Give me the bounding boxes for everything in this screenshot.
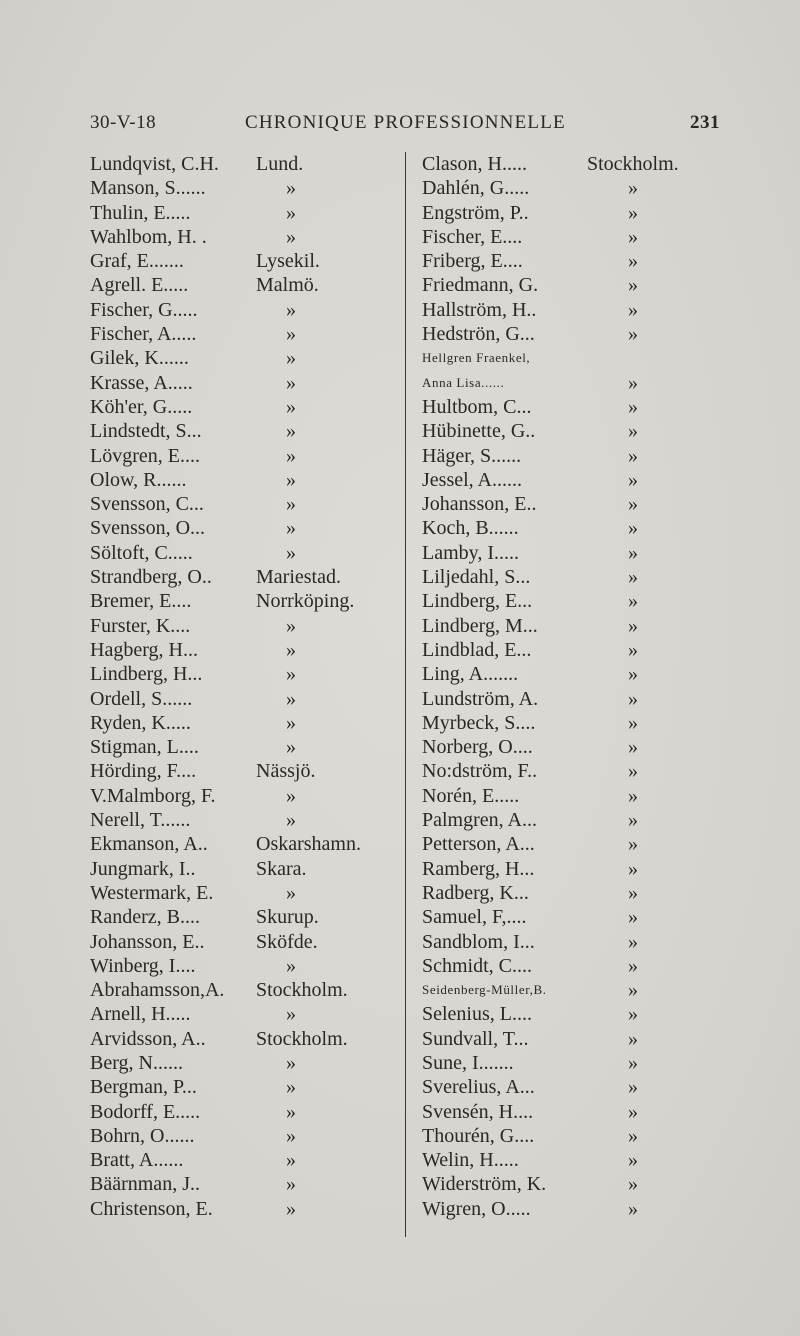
list-item xyxy=(422,322,722,346)
member-place: » xyxy=(628,881,638,904)
list-item xyxy=(422,298,722,322)
member-name: Lamby, I..... xyxy=(422,541,520,564)
member-place: Mariestad. xyxy=(256,566,341,589)
member-place: » xyxy=(628,638,638,661)
member-name: Palmgren, A... xyxy=(422,809,537,832)
member-place: » xyxy=(628,1003,638,1026)
member-place: » xyxy=(286,1173,296,1196)
list-item xyxy=(90,954,390,978)
member-place: Skurup. xyxy=(256,906,319,929)
list-item xyxy=(90,176,390,200)
list-item xyxy=(90,589,390,613)
list-item xyxy=(90,298,390,322)
member-name: Myrbeck, S.... xyxy=(422,711,536,734)
list-item xyxy=(422,735,722,759)
member-place: » xyxy=(628,760,638,783)
member-name: Fischer, A..... xyxy=(90,323,197,346)
member-name: Graf, E....... xyxy=(90,250,184,273)
member-place: » xyxy=(286,1076,296,1099)
member-name: V.Malmborg, F. xyxy=(90,784,216,807)
list-item xyxy=(90,1051,390,1075)
list-item xyxy=(90,638,390,662)
list-item xyxy=(90,662,390,686)
member-name: Norén, E..... xyxy=(422,784,520,807)
member-place: » xyxy=(628,1149,638,1172)
member-name: Sune, I....... xyxy=(422,1051,514,1074)
list-item xyxy=(90,759,390,783)
list-item xyxy=(90,516,390,540)
member-name: Arnell, H..... xyxy=(90,1003,191,1026)
list-item xyxy=(90,1100,390,1124)
member-place: Oskarshamn. xyxy=(256,833,361,856)
member-place: » xyxy=(286,954,296,977)
list-item xyxy=(422,444,722,468)
member-name: Dahlén, G..... xyxy=(422,177,530,200)
member-name: Svensson, C... xyxy=(90,493,204,516)
member-place: » xyxy=(628,468,638,491)
list-item xyxy=(90,1124,390,1148)
list-item xyxy=(422,395,722,419)
list-item xyxy=(90,371,390,395)
member-place: » xyxy=(286,395,296,418)
member-place: » xyxy=(628,687,638,710)
member-name: Johansson, E.. xyxy=(90,930,205,953)
list-item xyxy=(90,346,390,370)
list-item xyxy=(422,881,722,905)
list-item xyxy=(422,1124,722,1148)
member-name: Ordell, S...... xyxy=(90,687,193,710)
member-place: » xyxy=(628,614,638,637)
member-place: » xyxy=(628,250,638,273)
member-place: » xyxy=(286,420,296,443)
member-place: » xyxy=(286,711,296,734)
list-item xyxy=(90,249,390,273)
member-place: » xyxy=(628,784,638,807)
list-item xyxy=(422,492,722,516)
member-place: » xyxy=(628,1027,638,1050)
list-item xyxy=(422,614,722,638)
list-item xyxy=(90,419,390,443)
member-name: Bremer, E.... xyxy=(90,590,192,613)
member-name: Schmidt, C.... xyxy=(422,954,533,977)
list-item xyxy=(90,395,390,419)
list-item xyxy=(422,1148,722,1172)
list-item xyxy=(90,735,390,759)
member-place: » xyxy=(628,663,638,686)
list-item xyxy=(90,1148,390,1172)
member-place: Skara. xyxy=(256,857,307,880)
list-item xyxy=(90,711,390,735)
list-item xyxy=(422,1051,722,1075)
member-place: Nässjö. xyxy=(256,760,316,783)
member-place: Lysekil. xyxy=(256,250,320,273)
member-place: » xyxy=(286,298,296,321)
member-name: Fischer, E.... xyxy=(422,225,523,248)
member-name: Agrell. E..... xyxy=(90,274,189,297)
member-name: Radberg, K... xyxy=(422,881,529,904)
member-name: Thulin, E..... xyxy=(90,201,191,224)
list-item xyxy=(422,832,722,856)
member-place: » xyxy=(286,1100,296,1123)
member-place: » xyxy=(628,954,638,977)
member-name: Hallström, H.. xyxy=(422,298,537,321)
member-place: » xyxy=(628,1076,638,1099)
member-place: » xyxy=(286,444,296,467)
list-item xyxy=(422,225,722,249)
member-name: Ling, A....... xyxy=(422,663,519,686)
member-name: Engström, P.. xyxy=(422,201,529,224)
member-place: » xyxy=(628,1124,638,1147)
member-place: » xyxy=(628,906,638,929)
list-item xyxy=(422,978,722,1002)
list-item xyxy=(90,1027,390,1051)
member-name: Bohrn, O...... xyxy=(90,1124,195,1147)
list-item xyxy=(422,468,722,492)
member-place: » xyxy=(628,201,638,224)
member-place: » xyxy=(628,517,638,540)
member-name: Samuel, F,.... xyxy=(422,906,527,929)
list-item xyxy=(90,1197,390,1221)
member-name: Nerell, T...... xyxy=(90,809,191,832)
list-item xyxy=(422,346,722,370)
list-item xyxy=(90,201,390,225)
list-item xyxy=(90,225,390,249)
member-place: » xyxy=(286,201,296,224)
member-name: Hultbom, C... xyxy=(422,395,532,418)
member-name: Anna Lisa...... xyxy=(422,374,505,390)
member-name: Hörding, F.... xyxy=(90,760,197,783)
member-name: Lindberg, H... xyxy=(90,663,203,686)
member-place: » xyxy=(628,493,638,516)
list-item xyxy=(422,1197,722,1221)
member-place: » xyxy=(628,590,638,613)
member-name: Olow, R...... xyxy=(90,468,187,491)
list-item xyxy=(90,832,390,856)
member-name: Widerström, K. xyxy=(422,1173,547,1196)
member-place: » xyxy=(628,1051,638,1074)
member-name: Lindblad, E... xyxy=(422,638,532,661)
member-name: Sverelius, A... xyxy=(422,1076,535,1099)
member-name: Liljedahl, S... xyxy=(422,566,531,589)
member-place: Stockholm. xyxy=(587,153,679,175)
list-item xyxy=(422,711,722,735)
member-place: » xyxy=(628,566,638,589)
member-place: » xyxy=(286,784,296,807)
list-item xyxy=(422,273,722,297)
issue-date: 30-V-18 xyxy=(90,112,157,133)
member-place: » xyxy=(286,541,296,564)
member-name: Abrahamsson,A. xyxy=(90,979,225,1002)
member-name: Jungmark, I.. xyxy=(90,857,196,880)
list-item xyxy=(422,905,722,929)
list-item xyxy=(422,1075,722,1099)
member-place: » xyxy=(628,809,638,832)
right-column xyxy=(422,152,722,1221)
member-place: » xyxy=(286,663,296,686)
list-item xyxy=(422,808,722,832)
list-item xyxy=(90,857,390,881)
member-name: Manson, S...... xyxy=(90,177,206,200)
list-item xyxy=(422,638,722,662)
list-item xyxy=(422,589,722,613)
list-item xyxy=(90,905,390,929)
member-name: Furster, K.... xyxy=(90,614,191,637)
member-name: Lövgren, E.... xyxy=(90,444,200,467)
member-name: Arvidsson, A.. xyxy=(90,1027,206,1050)
member-name: Wigren, O..... xyxy=(422,1197,531,1220)
list-item xyxy=(422,1002,722,1026)
member-name: Lindstedt, S... xyxy=(90,420,202,443)
member-place: » xyxy=(286,1149,296,1172)
member-name: Krasse, A..... xyxy=(90,371,193,394)
list-item xyxy=(90,808,390,832)
member-place: » xyxy=(286,371,296,394)
member-name: Bergman, P... xyxy=(90,1076,197,1099)
member-place: » xyxy=(628,1197,638,1220)
member-place: » xyxy=(628,177,638,200)
member-place: » xyxy=(286,323,296,346)
list-item xyxy=(422,784,722,808)
member-name: Lundqvist, C.H. xyxy=(90,153,219,175)
member-name: Sundvall, T... xyxy=(422,1027,529,1050)
member-place: » xyxy=(628,395,638,418)
member-place: » xyxy=(286,687,296,710)
member-place: » xyxy=(628,736,638,759)
member-name: Sandblom, I... xyxy=(422,930,535,953)
member-place: » xyxy=(286,614,296,637)
list-item xyxy=(90,687,390,711)
member-name: Jessel, A...... xyxy=(422,468,522,491)
list-item xyxy=(422,176,722,200)
list-item xyxy=(422,930,722,954)
member-name: Ramberg, H... xyxy=(422,857,535,880)
member-name: Lindberg, M... xyxy=(422,614,538,637)
member-place: » xyxy=(286,1124,296,1147)
list-item xyxy=(90,152,390,176)
member-place: » xyxy=(286,468,296,491)
list-item xyxy=(422,565,722,589)
member-name: Friberg, E.... xyxy=(422,250,523,273)
member-name: Gilek, K...... xyxy=(90,347,189,370)
section-title: CHRONIQUE PROFESSIONNELLE xyxy=(245,112,566,133)
list-item xyxy=(90,614,390,638)
member-name: Koch, B...... xyxy=(422,517,519,540)
page-number: 231 xyxy=(690,112,720,133)
member-place: » xyxy=(628,1173,638,1196)
member-name: Häger, S...... xyxy=(422,444,522,467)
list-item xyxy=(90,541,390,565)
left-column xyxy=(90,152,390,1221)
list-item xyxy=(90,444,390,468)
member-name: Bratt, A...... xyxy=(90,1149,184,1172)
member-name: Ekmanson, A.. xyxy=(90,833,208,856)
list-item xyxy=(422,152,722,176)
member-place: » xyxy=(628,541,638,564)
list-item xyxy=(422,1027,722,1051)
member-place: » xyxy=(628,371,638,394)
member-name: Johansson, E.. xyxy=(422,493,537,516)
member-name: Bodorff, E..... xyxy=(90,1100,201,1123)
member-name: Seidenberg-Müller,B. xyxy=(422,982,547,998)
member-place: » xyxy=(628,225,638,248)
list-item xyxy=(90,322,390,346)
list-item xyxy=(422,1172,722,1196)
member-name: Svensson, O... xyxy=(90,517,206,540)
member-name: Strandberg, O.. xyxy=(90,566,212,589)
list-item xyxy=(422,1100,722,1124)
member-place: » xyxy=(286,1051,296,1074)
member-place: » xyxy=(286,881,296,904)
member-name: Norberg, O.... xyxy=(422,736,533,759)
member-name: Stigman, L.... xyxy=(90,736,199,759)
list-item xyxy=(422,954,722,978)
list-item xyxy=(90,930,390,954)
member-name: Welin, H..... xyxy=(422,1149,519,1172)
member-name: Thourén, G.... xyxy=(422,1124,535,1147)
member-name: Fischer, G..... xyxy=(90,298,198,321)
member-name: Hagberg, H... xyxy=(90,638,198,661)
member-place: » xyxy=(628,857,638,880)
member-place: » xyxy=(286,638,296,661)
member-place: Norrköping. xyxy=(256,590,355,613)
member-name: Winberg, I.... xyxy=(90,954,196,977)
member-place: » xyxy=(628,323,638,346)
member-place: » xyxy=(286,736,296,759)
member-name: Söltoft, C..... xyxy=(90,541,193,564)
member-place: » xyxy=(286,1197,296,1220)
member-place: » xyxy=(286,347,296,370)
member-name: Hellgren Fraenkel, xyxy=(422,350,531,366)
member-place: » xyxy=(286,809,296,832)
list-item xyxy=(422,759,722,783)
list-item xyxy=(90,565,390,589)
member-place: » xyxy=(628,420,638,443)
list-item xyxy=(90,1002,390,1026)
member-place: » xyxy=(628,979,638,1002)
list-item xyxy=(422,541,722,565)
member-place: » xyxy=(286,493,296,516)
member-name: Hübinette, G.. xyxy=(422,420,536,443)
list-item xyxy=(422,662,722,686)
member-name: Randerz, B.... xyxy=(90,906,200,929)
list-item xyxy=(422,371,722,395)
member-name: Köh'er, G..... xyxy=(90,395,193,418)
member-name: Wahlbom, H. . xyxy=(90,225,207,248)
list-item xyxy=(90,1075,390,1099)
member-name: Berg, N...... xyxy=(90,1051,183,1074)
member-name: Selenius, L.... xyxy=(422,1003,532,1026)
member-name: No:dström, F.. xyxy=(422,760,538,783)
member-name: Bäärnman, J.. xyxy=(90,1173,200,1196)
member-place: » xyxy=(628,1100,638,1123)
list-item xyxy=(422,249,722,273)
list-item xyxy=(422,687,722,711)
member-place: Stockholm. xyxy=(256,1027,348,1050)
member-place: » xyxy=(628,711,638,734)
list-item xyxy=(90,492,390,516)
member-place: Malmö. xyxy=(256,274,319,297)
member-place: » xyxy=(628,930,638,953)
list-item xyxy=(90,1172,390,1196)
member-name: Ryden, K..... xyxy=(90,711,191,734)
list-item xyxy=(422,201,722,225)
list-item xyxy=(422,516,722,540)
member-place: » xyxy=(628,298,638,321)
member-name: Christenson, E. xyxy=(90,1197,213,1220)
member-place: » xyxy=(286,1003,296,1026)
member-name: Lindberg, E... xyxy=(422,590,533,613)
list-item xyxy=(90,468,390,492)
list-item xyxy=(90,273,390,297)
member-name: Petterson, A... xyxy=(422,833,535,856)
member-name: Hedströn, G... xyxy=(422,323,535,346)
member-name: Friedmann, G. xyxy=(422,274,539,297)
list-item xyxy=(90,784,390,808)
column-divider xyxy=(405,152,406,1237)
member-name: Clason, H..... xyxy=(422,153,527,175)
list-item xyxy=(90,881,390,905)
member-place: » xyxy=(628,833,638,856)
list-item xyxy=(422,857,722,881)
member-name: Lundström, A. xyxy=(422,687,539,710)
list-item xyxy=(422,419,722,443)
member-place: » xyxy=(286,225,296,248)
member-place: » xyxy=(628,274,638,297)
member-name: Svensén, H.... xyxy=(422,1100,534,1123)
list-item xyxy=(90,978,390,1002)
member-place: Sköfde. xyxy=(256,930,318,953)
member-name: Westermark, E. xyxy=(90,881,214,904)
member-place: Stockholm. xyxy=(256,979,348,1002)
running-header xyxy=(90,112,790,142)
member-place: » xyxy=(628,444,638,467)
member-place: » xyxy=(286,177,296,200)
member-place: Lund. xyxy=(256,153,304,175)
member-place: » xyxy=(286,517,296,540)
